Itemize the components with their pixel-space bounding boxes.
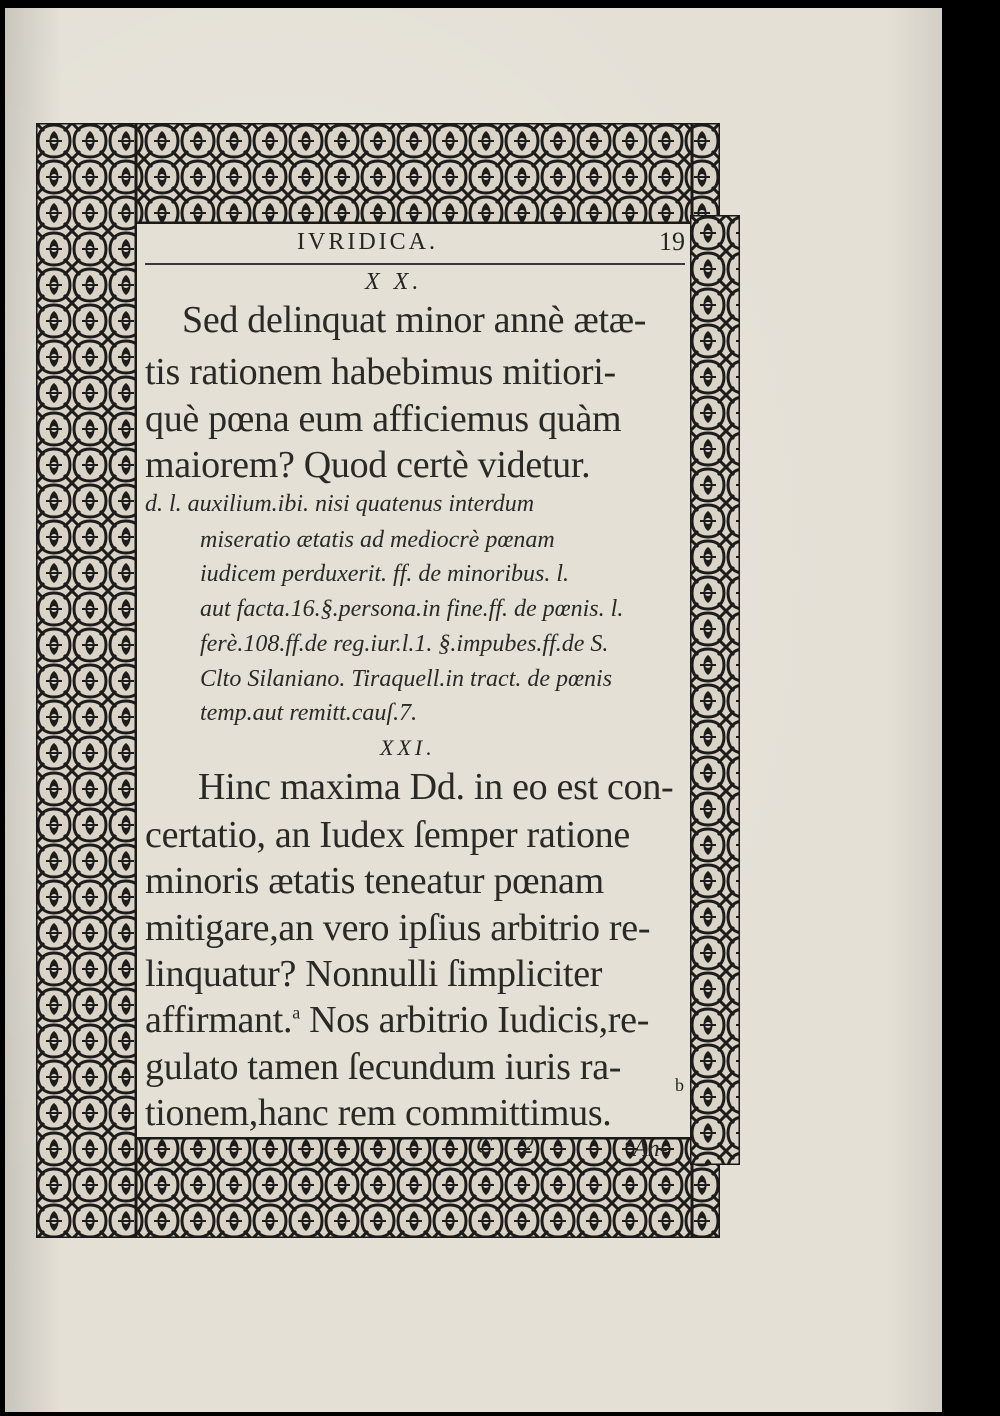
text-line: linquatur? Nonnulli ſimpliciter [145, 953, 603, 995]
text-block [140, 225, 685, 1165]
text-span: Nos arbitrio Iudicis,re- [309, 999, 650, 1041]
footnote-marker: a [292, 1002, 300, 1023]
margin-note-line: ferè.108.ff.de reg.iur.l.1. §.impubes.ff.de S. [200, 631, 609, 657]
ornamental-border-right [690, 215, 740, 1165]
catchword [625, 1131, 668, 1163]
running-head [140, 225, 685, 261]
signature-mark: C 2 [476, 1133, 547, 1159]
text-line: gulato tamen ſecundum iuris ra- [145, 1046, 622, 1088]
margin-note-line: iudicem perduxerit. ff. de minoribus. l. [200, 561, 570, 587]
text-line: Hinc maxima Dd. in eo est con- [198, 766, 674, 808]
footnote-marker: b [675, 1075, 684, 1095]
running-head-title: IVRIDICA. [297, 229, 438, 255]
text-line: maiorem? Quod certè videtur. [145, 444, 591, 486]
text-line [145, 1091, 612, 1135]
page-number: 19 [659, 227, 685, 256]
text-line: minoris ætatis teneatur pœnam [145, 860, 604, 902]
section-heading-xx: X X. [365, 269, 423, 295]
margin-note-line: aut facta.16.§.persona.in fine.ff. de pœnis. l. [200, 596, 624, 622]
margin-note-line: temp.aut remitt.cauſ.7. [200, 700, 418, 726]
catchword-footnote-marker: a [625, 1131, 633, 1151]
text-line [145, 998, 649, 1042]
text-line: què pœna eum afficiemus quàm [145, 398, 622, 440]
margin-note-line: Clto Silaniano. Tiraquell.in tract. de pœnis [200, 666, 613, 692]
margin-note-line: miseratio ætatis ad mediocrè pœnam [200, 527, 555, 553]
text-span: affirmant. [145, 999, 293, 1041]
text-span: tionem,hanc rem committimus. [145, 1092, 612, 1134]
head-rule [145, 263, 685, 265]
text-line: mitigare,an vero ipſius arbitrio re- [145, 907, 651, 949]
text-line: tis rationem habebimus mitiori- [145, 351, 616, 393]
section-heading-xxi: XXI. [380, 735, 436, 760]
margin-note-line: d. l. auxilium.ibi. nisi quatenus interdum [145, 491, 535, 517]
catchword-text: An- [633, 1136, 668, 1162]
text-line: Sed delinquat minor annè ætæ- [182, 299, 647, 341]
text-line: certatio, an Iudex ſemper ratione [145, 814, 630, 856]
